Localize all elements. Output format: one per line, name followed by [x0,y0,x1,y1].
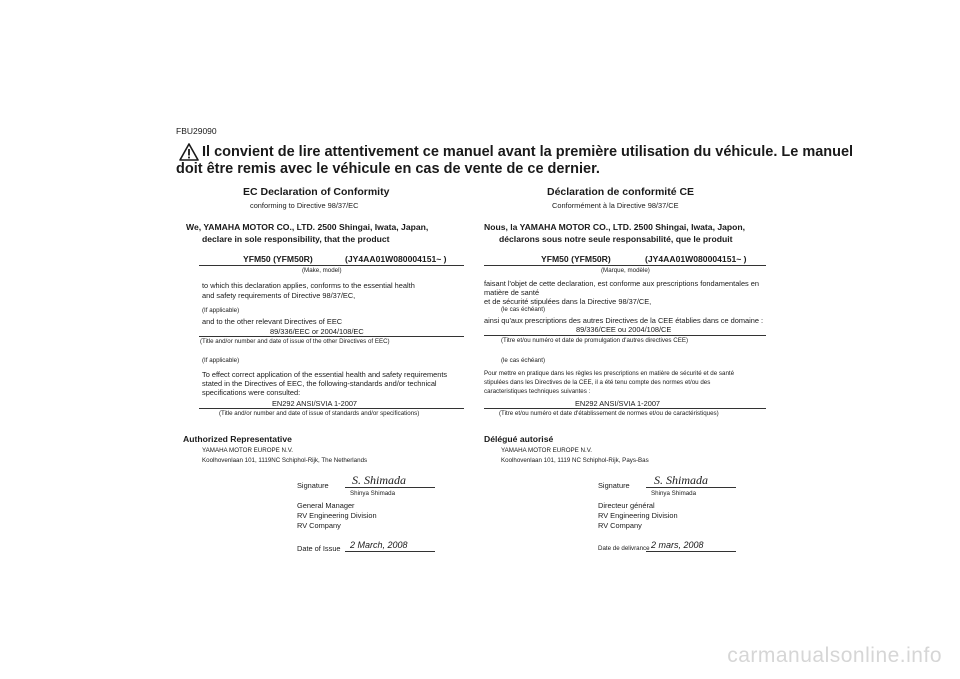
english-date-label: Date of Issue [297,544,341,553]
french-signature-image [652,472,714,488]
french-standards-caption: (Titre et/ou numéro et date d'établissement de normes et/ou de caractéristiques) [499,410,719,417]
french-date-value: 2 mars, 2008 [651,540,704,550]
english-if-applicable-1: (If applicable) [202,307,240,314]
english-if-applicable-2: (If applicable) [202,357,240,364]
french-role2: RV Engineering Division [598,511,678,520]
english-company-line1: We, YAMAHA MOTOR CO., LTD. 2500 Shingai, Iwata, Japan, [186,222,429,232]
english-effect-line2: stated in the Directives of EEC, the following-standards and/or technical [202,379,437,388]
english-vin: (JY4AA01W080004151~ ) [345,254,447,264]
warning-text-line1: Il convient de lire attentivement ce manuel avant la première utilisation du véhicule. Le manuel [202,144,854,160]
french-conform-line2: matière de santé [484,288,540,297]
french-subtitle: Conformément à la Directive 98/37/CE [552,201,679,210]
french-vin: (JY4AA01W080004151~ ) [645,254,747,264]
english-standard: EN292 ANSI/SVIA 1-2007 [272,399,358,408]
french-date-label: Date de delivrance [598,545,650,552]
french-signature-text: S. Shimada [654,473,708,487]
english-rep-address: Koolhovenlaan 101, 1119NC Schiphol-Rijk, The Netherlands [202,457,368,464]
french-effect-line1: Pour mettre en pratique dans les règles les prescriptions en matière de sécurité et de santé [484,370,735,377]
english-effect-line1: To effect correct application of the essential health and safety requirements [202,370,448,379]
french-standards-rule [484,408,766,409]
warning-text-line2: doit être remis avec le véhicule en cas de vente de ce dernier. [176,161,600,177]
english-conform-line1: to which this declaration applies, conforms to the essential health [202,281,415,290]
french-date-line [646,551,736,552]
french-company-line1: Nous, la YAMAHA MOTOR CO., LTD. 2500 Shingai, Iwata, Japon, [484,222,746,232]
english-signature-line [345,487,435,488]
english-signer-name: Shinya Shimada [350,490,396,497]
document-code: FBU29090 [176,126,217,136]
french-directives-caption: (Titre et/ou numéro et date de promulgation d'autres directives CEE) [501,337,689,344]
english-role3: RV Company [297,521,341,530]
warning-triangle-icon [179,143,199,161]
english-model: YFM50 (YFM50R) [243,254,313,264]
english-other-directives: and to the other relevant Directives of EEC [202,317,343,326]
english-signature-image [350,472,412,488]
english-rep-heading: Authorized Representative [183,434,292,444]
french-title: Déclaration de conformité CE [547,186,695,198]
english-effect-line3: specifications were consulted: [202,388,301,397]
french-rep-address: Koolhovenlaan 101, 1119 NC Schiphol-Rijk, Pays-Bas [501,457,649,464]
french-model: YFM50 (YFM50R) [541,254,611,264]
english-company-line2: declare in sole responsibility, that the product [202,234,390,244]
french-conform-line3: et de sécurité stipulées dans la Directive 98/37/CE, [484,297,652,306]
french-effect-line2: stipulées dans les Directives de la CEE, il a été tenu compte des normes et/ou des [484,379,711,386]
french-signer-name: Shinya Shimada [651,490,697,497]
french-other-directives: ainsi qu'aux prescriptions des autres Directives de la CEE établies dans ce domaine : [484,316,764,325]
french-standard: EN292 ANSI/SVIA 1-2007 [575,399,661,408]
english-signature-label: Signature [297,481,329,490]
french-role1: Directeur général [598,501,655,510]
english-directive-numbers: 89/336/EEC or 2004/108/EC [270,327,364,336]
english-rep-name: YAMAHA MOTOR EUROPE N.V. [202,447,293,454]
english-model-caption: (Make, model) [302,267,342,274]
english-date-line [345,551,435,552]
french-role3: RV Company [598,521,642,530]
french-company-line2: déclarons sous notre seule responsabilité, que le produit [499,234,733,244]
watermark: carmanualsonline.info [727,644,942,667]
french-directives-rule [484,335,766,336]
english-standards-rule [199,408,464,409]
french-effect-line3: caracteristiques techniques suivantes : [484,388,591,395]
english-standards-caption: (Title and/or number and date of issue of standards and/or specifications) [219,410,420,417]
english-role1: General Manager [297,501,355,510]
english-directives-rule [199,336,464,337]
french-rep-name: YAMAHA MOTOR EUROPE N.V. [501,447,592,454]
english-signature-text: S. Shimada [352,473,406,487]
french-model-caption: (Marque, modèle) [601,267,650,274]
english-conform-line2: and safety requirements of Directive 98/37/EC, [202,291,356,300]
french-directive-numbers: 89/336/CEE ou 2004/108/CE [576,325,672,334]
french-signature-label: Signature [598,481,630,490]
english-title: EC Declaration of Conformity [243,186,390,198]
english-date-value: 2 March, 2008 [350,540,408,550]
french-model-rule [484,265,766,266]
english-subtitle: conforming to Directive 98/37/EC [250,201,359,210]
french-signature-line [646,487,736,488]
french-rep-heading: Délégué autorisé [484,434,554,444]
french-if-applicable-1: (le cas échéant) [501,306,546,313]
english-role2: RV Engineering Division [297,511,377,520]
french-if-applicable-2: (le cas échéant) [501,357,546,364]
french-conform-line1: faisant l'objet de cette declaration, est conforme aux prescriptions fondamentales en [484,279,760,288]
english-directives-caption: (Title and/or number and date of issue of the other Directives of EEC) [200,338,390,345]
english-model-rule [199,265,464,266]
